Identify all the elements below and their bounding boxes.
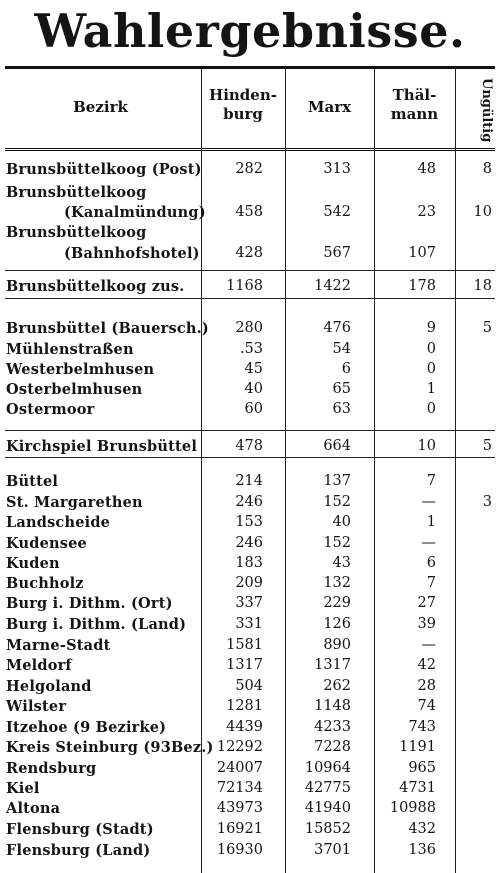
- district-cell: Buchholz: [6, 575, 84, 592]
- table-row: [0, 380, 500, 399]
- table-row: [0, 594, 500, 613]
- hindenburg-cell: 246: [235, 535, 263, 551]
- thaelmann-cell: 107: [408, 245, 436, 261]
- table-row: [0, 697, 500, 716]
- thaelmann-cell: 432: [408, 821, 436, 837]
- header-marx: Marx: [307, 98, 352, 116]
- marx-cell: 126: [323, 616, 351, 632]
- marx-cell: 40: [332, 514, 351, 530]
- marx-cell: 7228: [314, 739, 351, 755]
- table-row: [0, 319, 500, 338]
- hindenburg-cell: 209: [235, 575, 263, 591]
- hindenburg-cell: 153: [235, 514, 263, 530]
- district-cell: (Kanalmündung): [64, 204, 206, 221]
- district-cell: Kreis Steinburg (93Bez.): [6, 739, 214, 756]
- table-row: [0, 513, 500, 532]
- table-row: [0, 493, 500, 512]
- table-row: [0, 160, 500, 179]
- table-row: [0, 820, 500, 839]
- marx-cell: 137: [323, 473, 351, 489]
- marx-cell: 3701: [314, 842, 351, 858]
- hindenburg-cell: 282: [235, 161, 263, 177]
- table-row: [0, 203, 500, 222]
- marx-cell: 54: [332, 341, 351, 357]
- hindenburg-cell: 43973: [216, 800, 263, 816]
- table-row: [0, 574, 500, 593]
- thaelmann-cell: 4731: [399, 780, 436, 796]
- table-row: [0, 534, 500, 553]
- thaelmann-cell: —: [421, 637, 436, 653]
- marx-cell: 4233: [314, 719, 351, 735]
- header-hindenburg: Hinden- burg: [209, 86, 277, 123]
- thaelmann-cell: 0: [426, 401, 436, 417]
- thaelmann-cell: 965: [408, 760, 436, 776]
- marx-cell: 1148: [314, 698, 351, 714]
- district-cell: Westerbelmhusen: [6, 361, 155, 378]
- section-rule: [5, 270, 495, 271]
- thaelmann-cell: —: [421, 535, 436, 551]
- thaelmann-cell: 27: [417, 595, 436, 611]
- thaelmann-cell: 178: [408, 278, 436, 294]
- district-cell: Kudensee: [6, 535, 87, 552]
- invalid-cell: 18: [473, 278, 492, 294]
- table-row: [0, 718, 500, 737]
- marx-cell: 1317: [314, 657, 351, 673]
- thaelmann-cell: 1: [426, 381, 436, 397]
- district-cell: Flensburg (Land): [6, 842, 151, 859]
- hindenburg-cell: 1281: [226, 698, 263, 714]
- thaelmann-cell: 9: [426, 320, 436, 336]
- marx-cell: 42775: [304, 780, 351, 796]
- header-district: Bezirk: [73, 98, 128, 116]
- hindenburg-cell: 16921: [216, 821, 263, 837]
- marx-cell: 1422: [314, 278, 351, 294]
- thaelmann-cell: 0: [426, 361, 436, 377]
- table-row: [0, 799, 500, 818]
- district-cell: Flensburg (Stadt): [6, 821, 154, 838]
- invalid-cell: 5: [482, 320, 492, 336]
- district-cell: Rendsburg: [6, 760, 97, 777]
- district-cell: Kirchspiel Brunsbüttel: [6, 438, 198, 455]
- hindenburg-cell: 72134: [216, 780, 263, 796]
- table-row: [0, 400, 500, 419]
- thaelmann-cell: 1: [426, 514, 436, 530]
- district-cell: Brunsbüttelkoog zus.: [6, 278, 185, 295]
- marx-cell: 6: [341, 361, 351, 377]
- table-row: [0, 223, 500, 242]
- thaelmann-cell: 28: [417, 678, 436, 694]
- thaelmann-cell: 10988: [389, 800, 436, 816]
- table-row: [0, 360, 500, 379]
- hindenburg-cell: 40: [244, 381, 263, 397]
- district-cell: Ostermoor: [6, 401, 95, 418]
- hindenburg-cell: 16930: [216, 842, 263, 858]
- hindenburg-cell: 12292: [216, 739, 263, 755]
- hindenburg-cell: 478: [235, 438, 263, 454]
- hindenburg-cell: 1317: [226, 657, 263, 673]
- hindenburg-cell: 183: [235, 555, 263, 571]
- marx-cell: 65: [332, 381, 351, 397]
- hindenburg-cell: 246: [235, 494, 263, 510]
- marx-cell: 63: [332, 401, 351, 417]
- header-thaelmann: Thäl- mann: [390, 86, 439, 123]
- marx-cell: 15852: [304, 821, 351, 837]
- marx-cell: 41940: [304, 800, 351, 816]
- thaelmann-cell: 10: [417, 438, 436, 454]
- hindenburg-cell: .53: [239, 341, 263, 357]
- marx-cell: 262: [323, 678, 351, 694]
- page-title: Wahlergebnisse.: [34, 4, 466, 58]
- district-cell: Itzehoe (9 Bezirke): [6, 719, 167, 736]
- district-cell: Mühlenstraßen: [6, 341, 134, 358]
- district-cell: Helgoland: [6, 678, 92, 695]
- table-row: [0, 244, 500, 263]
- thaelmann-cell: 74: [417, 698, 436, 714]
- district-cell: Meldorf: [6, 657, 72, 674]
- section-rule: [5, 430, 495, 431]
- header-invalid: Ungültig: [479, 78, 494, 143]
- table-row: [0, 277, 500, 296]
- thaelmann-cell: 743: [408, 719, 436, 735]
- marx-cell: 567: [323, 245, 351, 261]
- district-cell: Brunsbüttelkoog: [6, 224, 147, 241]
- table-row: [0, 615, 500, 634]
- marx-cell: 132: [323, 575, 351, 591]
- table-row: [0, 554, 500, 573]
- section-rule: [5, 457, 495, 458]
- hindenburg-cell: 280: [235, 320, 263, 336]
- table-row: [0, 677, 500, 696]
- marx-cell: 664: [323, 438, 351, 454]
- table-row: [0, 472, 500, 491]
- district-cell: (Bahnhofshotel): [64, 245, 200, 262]
- thaelmann-cell: 6: [426, 555, 436, 571]
- hindenburg-cell: 458: [235, 204, 263, 220]
- district-cell: Brunsbüttelkoog: [6, 184, 147, 201]
- district-cell: Büttel: [6, 473, 59, 490]
- district-cell: Marne-Stadt: [6, 637, 111, 654]
- marx-cell: 890: [323, 637, 351, 653]
- marx-cell: 229: [323, 595, 351, 611]
- thaelmann-cell: 23: [417, 204, 436, 220]
- marx-cell: 152: [323, 494, 351, 510]
- table-top-rule: [5, 66, 495, 69]
- district-cell: Osterbelmhusen: [6, 381, 143, 398]
- district-cell: Kiel: [6, 780, 40, 797]
- hindenburg-cell: 504: [235, 678, 263, 694]
- marx-cell: 542: [323, 204, 351, 220]
- hindenburg-cell: 428: [235, 245, 263, 261]
- thaelmann-cell: 136: [408, 842, 436, 858]
- district-cell: Landscheide: [6, 514, 111, 531]
- district-cell: Brunsbüttel (Bauersch.): [6, 320, 209, 337]
- district-cell: Brunsbüttelkoog (Post): [6, 161, 202, 178]
- section-rule: [5, 298, 495, 299]
- marx-cell: 152: [323, 535, 351, 551]
- district-cell: Altona: [6, 800, 61, 817]
- hindenburg-cell: 4439: [226, 719, 263, 735]
- hindenburg-cell: 45: [244, 361, 263, 377]
- thaelmann-cell: 39: [417, 616, 436, 632]
- table-row: [0, 738, 500, 757]
- invalid-cell: 3: [482, 494, 492, 510]
- table-row: [0, 183, 500, 202]
- district-cell: Kuden: [6, 555, 60, 572]
- hindenburg-cell: 337: [235, 595, 263, 611]
- thaelmann-cell: 7: [426, 575, 436, 591]
- thaelmann-cell: 1191: [399, 739, 436, 755]
- header-rule: [5, 148, 495, 151]
- thaelmann-cell: 42: [417, 657, 436, 673]
- hindenburg-cell: 1168: [226, 278, 263, 294]
- marx-cell: 476: [323, 320, 351, 336]
- hindenburg-cell: 214: [235, 473, 263, 489]
- marx-cell: 10964: [304, 760, 351, 776]
- district-cell: Wilster: [6, 698, 67, 715]
- table-row: [0, 340, 500, 359]
- invalid-cell: 5: [482, 438, 492, 454]
- thaelmann-cell: 0: [426, 341, 436, 357]
- hindenburg-cell: 331: [235, 616, 263, 632]
- marx-cell: 43: [332, 555, 351, 571]
- table-row: [0, 437, 500, 456]
- table-row: [0, 636, 500, 655]
- district-cell: Burg i. Dithm. (Ort): [6, 595, 173, 612]
- hindenburg-cell: 24007: [216, 760, 263, 776]
- district-cell: Burg i. Dithm. (Land): [6, 616, 187, 633]
- table-row: [0, 759, 500, 778]
- thaelmann-cell: 7: [426, 473, 436, 489]
- district-cell: St. Margarethen: [6, 494, 143, 511]
- invalid-cell: 8: [482, 161, 492, 177]
- table-row: [0, 656, 500, 675]
- marx-cell: 313: [323, 161, 351, 177]
- hindenburg-cell: 1581: [226, 637, 263, 653]
- thaelmann-cell: —: [421, 494, 436, 510]
- thaelmann-cell: 48: [417, 161, 436, 177]
- invalid-cell: 10: [473, 204, 492, 220]
- hindenburg-cell: 60: [244, 401, 263, 417]
- table-row: [0, 779, 500, 798]
- table-row: [0, 841, 500, 860]
